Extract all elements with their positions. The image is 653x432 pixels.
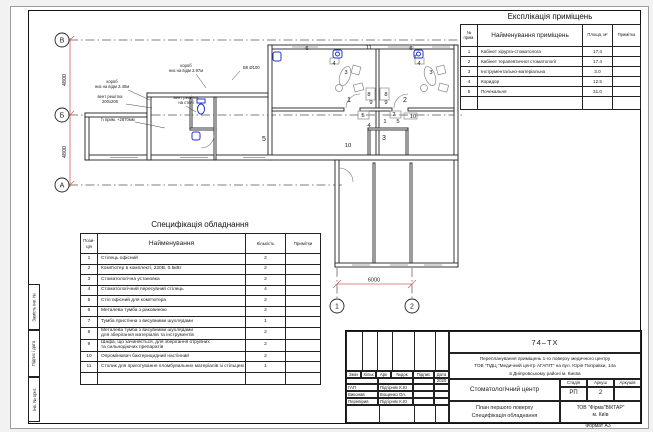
svg-text:короб: короб — [106, 79, 118, 84]
room-note — [613, 67, 641, 77]
room-area: 17.4 — [583, 47, 613, 57]
item-quantity: 2 — [246, 296, 286, 307]
axis-label: 2 — [410, 303, 414, 311]
room-name: Почекальня — [478, 87, 583, 97]
item-position: 1 — [81, 254, 98, 265]
signature — [413, 398, 434, 405]
column-header: Примітки — [286, 234, 321, 254]
table-row — [461, 87, 641, 97]
room-name: Коридор — [478, 77, 583, 87]
stage-value: РП — [560, 387, 587, 401]
item-name: Металева тумба з висувними шухлядами для зберігання матеріалів та інструментів — [98, 327, 246, 339]
table-row — [81, 317, 321, 328]
column-header: Найменування приміщень — [478, 25, 583, 47]
svg-text:низ на відм 2.40м: низ на відм 2.40м — [94, 84, 130, 89]
svg-text:вент решітка: вент решітка — [173, 95, 199, 100]
room-number: 4 — [461, 77, 478, 87]
svg-text:5: 5 — [361, 113, 365, 119]
column-header: Кільк — [361, 371, 376, 378]
room-area: 31.0 — [583, 87, 613, 97]
item-name: Стоматологічний пересувний стілець — [98, 285, 246, 296]
item-position: 6 — [81, 306, 98, 317]
item-quantity: 4 — [246, 285, 286, 296]
table-row — [81, 275, 321, 286]
svg-text:2: 2 — [403, 97, 407, 104]
table-row — [81, 285, 321, 296]
column-header: Арк — [376, 371, 391, 378]
column-header: Дата — [434, 371, 449, 378]
svg-text:ВК Ø100: ВК Ø100 — [243, 65, 260, 70]
room-area — [583, 97, 613, 110]
item-quantity: 1 — [246, 317, 286, 328]
table-row — [461, 97, 641, 110]
item-position — [81, 372, 98, 384]
room-number: 3 — [461, 67, 478, 77]
room-note — [613, 97, 641, 110]
format-note: Формат А3 — [585, 423, 611, 429]
svg-text:5: 5 — [262, 136, 266, 143]
room-note — [613, 87, 641, 97]
column-header: Кількість — [246, 234, 286, 254]
item-name — [98, 372, 246, 384]
signer-role: ГАП — [346, 384, 378, 391]
table-row — [461, 47, 641, 57]
table-row — [81, 327, 321, 339]
item-quantity: 2 — [246, 264, 286, 275]
svg-text:8: 8 — [367, 92, 371, 98]
room-number — [461, 97, 478, 110]
axis-label: 1 — [335, 303, 339, 311]
explication-title: Експлікація приміщень — [507, 12, 593, 21]
table-row — [81, 339, 321, 351]
svg-text:3: 3 — [382, 135, 386, 142]
svg-text:7: 7 — [413, 55, 417, 61]
signer-name: Підгірняк К.Ю — [378, 398, 413, 405]
dimension-value: 4800 — [62, 145, 68, 159]
room-name — [478, 97, 583, 110]
svg-text:3: 3 — [344, 70, 348, 76]
axis-label: Б — [59, 112, 65, 120]
sheets-label: Аркушів — [614, 379, 641, 387]
item-quantity: 2 — [246, 339, 286, 351]
explication-table — [460, 12, 640, 110]
column-header: Найменування — [98, 234, 246, 254]
svg-text:9: 9 — [384, 100, 388, 106]
signer-name: Вощенко Ол. — [378, 391, 413, 398]
table-row — [461, 67, 641, 77]
item-name: Стіл офісний для комп'ютера — [98, 296, 246, 307]
stage-label: Стадія — [560, 379, 587, 387]
table-row — [81, 264, 321, 275]
room-note — [613, 47, 641, 57]
side-stamp-instead-inv: Замість інв. № — [28, 284, 40, 330]
item-position: 5 — [81, 296, 98, 307]
svg-text:короб: короб — [180, 63, 192, 68]
specification-title: Специфікація обладнання — [151, 220, 249, 229]
item-quantity: 1 — [246, 362, 286, 373]
room-area: 12.5 — [583, 77, 613, 87]
item-note — [286, 372, 321, 384]
company-name: ТОВ "Фірма"ВІКТАР" м. Київ — [560, 401, 641, 423]
item-name: Столик для приготування пломбувальних матеріалів зі стільцем — [98, 362, 246, 373]
item-note — [286, 285, 321, 296]
table-row — [81, 306, 321, 317]
room-area: 3.0 — [583, 67, 613, 77]
item-name: Тумба пристінна з висувними шухлядами — [98, 317, 246, 328]
column-header: Примітка — [613, 25, 641, 47]
svg-text:4: 4 — [332, 61, 336, 67]
item-position: 4 — [81, 285, 98, 296]
item-quantity: 2 — [246, 254, 286, 265]
room-note — [613, 77, 641, 87]
date-value: 2020 — [434, 378, 449, 384]
dimension-value: 4800 — [62, 73, 68, 87]
item-position: 9 — [81, 339, 98, 351]
item-quantity: 2 — [246, 306, 286, 317]
item-name: Металева тумба з раковиною — [98, 306, 246, 317]
project-description: Перепланування приміщень 1-го поверху медичного центру ТОВ "ПДЦ "Медичний центр АГАПІТ" на вул. Юрія Поправки, 14а в Дніпровському районі м. Києва — [449, 353, 641, 379]
item-note — [286, 327, 321, 339]
signature — [413, 384, 434, 391]
table-row — [81, 362, 321, 373]
svg-text:9: 9 — [369, 100, 373, 106]
item-position: 11 — [81, 362, 98, 373]
item-note — [286, 275, 321, 286]
table-row — [81, 296, 321, 307]
item-quantity: 2 — [246, 275, 286, 286]
svg-text:6: 6 — [305, 46, 309, 52]
svg-text:вент решітка: вент решітка — [97, 94, 123, 99]
column-header: Змін — [346, 371, 361, 378]
item-note — [286, 351, 321, 362]
column-header: Площа, м² — [583, 25, 613, 47]
signer-role: Перевірив — [346, 398, 378, 405]
axis-label: В — [59, 37, 65, 45]
item-note — [286, 254, 321, 265]
side-stamp-sign-date: Підпис і дата — [28, 330, 40, 377]
svg-text:4: 4 — [417, 61, 421, 67]
room-number: 2 — [461, 57, 478, 67]
svg-text:4: 4 — [367, 123, 371, 129]
dimension-value: 6000 — [367, 277, 381, 284]
room-name: Інструментально-матеріальна — [478, 67, 583, 77]
item-name: Стоматологічна установка — [98, 275, 246, 286]
item-position: 3 — [81, 275, 98, 286]
document-code: 74–ТХ — [449, 331, 641, 353]
room-name: Кабінет терапевтичної стоматології — [478, 57, 583, 67]
svg-text:11: 11 — [365, 45, 373, 51]
item-name: Стілець офісний — [98, 254, 246, 265]
specification-table — [80, 220, 320, 385]
item-note — [286, 317, 321, 328]
item-note — [286, 362, 321, 373]
svg-text:низ на відм 2.97м: низ на відм 2.97м — [168, 68, 204, 73]
table-row — [461, 57, 641, 67]
item-name: Шафа, що зачиняється, для зберігання отруйних та сильнодіючих препаратів — [98, 339, 246, 351]
item-note — [286, 339, 321, 351]
drawing-title: План першого поверху Специфікація обладнання — [449, 401, 560, 423]
svg-text:1: 1 — [383, 119, 387, 125]
room-area: 17.4 — [583, 57, 613, 67]
table-row — [461, 77, 641, 87]
room-name: Кабінет хірурга-стоматолога — [478, 47, 583, 57]
item-position: 7 — [81, 317, 98, 328]
revision-grid — [346, 331, 449, 371]
svg-text:8: 8 — [384, 92, 388, 98]
axis-label: А — [59, 182, 65, 190]
room-note — [613, 57, 641, 67]
item-name: Комп'ютер в комплекті, 220В, 0.5кВт — [98, 264, 246, 275]
title-block — [345, 330, 642, 424]
item-name: Опромінювач бактерицидний настінний — [98, 351, 246, 362]
item-position: 2 — [81, 264, 98, 275]
svg-text:h прим. +2870мм: h прим. +2870мм — [101, 117, 135, 122]
svg-text:на стелі: на стелі — [178, 100, 194, 105]
column-header: Пози-ція — [81, 234, 98, 254]
item-position: 8 — [81, 327, 98, 339]
svg-text:1: 1 — [347, 97, 351, 104]
table-row — [81, 254, 321, 265]
table-row — [81, 372, 321, 384]
signer-role: Виконав — [346, 391, 378, 398]
item-quantity — [246, 372, 286, 384]
item-position: 10 — [81, 351, 98, 362]
sheets-value — [614, 387, 641, 401]
sheet-label: Аркуш — [587, 379, 614, 387]
svg-text:200х200: 200х200 — [101, 99, 119, 104]
svg-text:10: 10 — [409, 114, 417, 120]
sheet-value: 2 — [587, 387, 614, 401]
object-name: Стоматологічний центр — [449, 379, 560, 401]
svg-text:2: 2 — [392, 112, 396, 118]
item-quantity: 2 — [246, 351, 286, 362]
column-header: № прим. — [461, 25, 478, 47]
signature — [413, 391, 434, 398]
svg-text:5: 5 — [396, 119, 400, 125]
svg-text:3: 3 — [429, 70, 433, 76]
column-header: №док — [391, 371, 413, 378]
side-stamp-inv-orig: Інв. № ориг. — [28, 377, 40, 422]
room-number: 1 — [461, 47, 478, 57]
table-row — [81, 351, 321, 362]
column-header: Підпис — [413, 371, 434, 378]
item-quantity: 2 — [246, 327, 286, 339]
item-note — [286, 264, 321, 275]
item-note — [286, 306, 321, 317]
svg-text:10: 10 — [344, 143, 352, 149]
item-note — [286, 296, 321, 307]
room-number: 5 — [461, 87, 478, 97]
svg-text:6: 6 — [409, 46, 413, 52]
signer-name: Підгірняк К.Ю — [378, 384, 413, 391]
